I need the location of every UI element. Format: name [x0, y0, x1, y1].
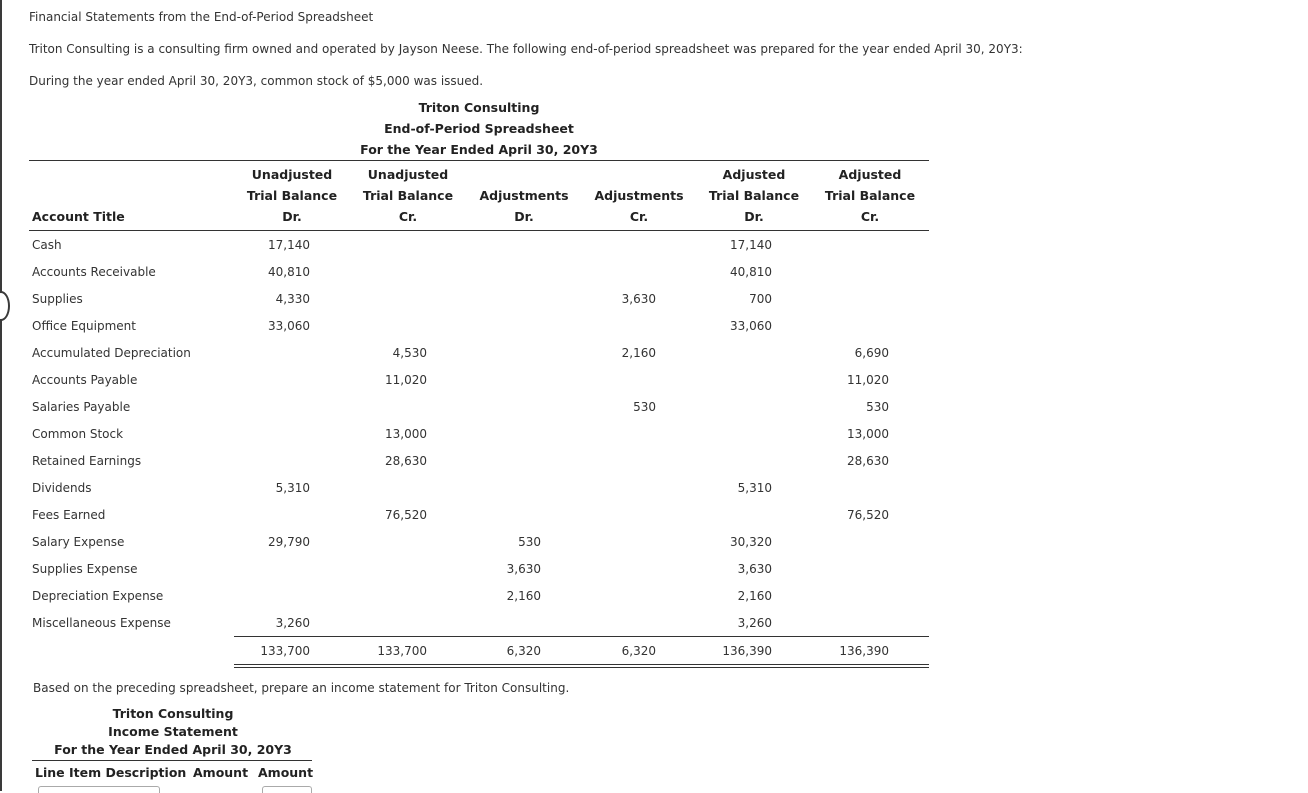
column-header-line: Trial Balance — [362, 188, 454, 203]
column-header-5 — [704, 164, 804, 227]
column-header-line: Trial Balance — [708, 188, 800, 203]
cell-adj-dr: 530 — [518, 535, 541, 549]
cell-ub-cr: 28,630 — [385, 454, 427, 468]
account-title: Supplies Expense — [32, 562, 138, 576]
column-header-line: Dr. — [744, 209, 764, 224]
line-item-description-field[interactable] — [38, 786, 160, 793]
amount-field[interactable] — [262, 786, 312, 793]
cell-ub-dr: 4,330 — [275, 292, 310, 306]
column-header-line: Dr. — [514, 209, 534, 224]
problem-heading: Financial Statements from the End-of-Period Spreadsheet — [29, 10, 374, 24]
header-bottom-rule — [29, 230, 929, 231]
cell-ab-cr: 11,020 — [847, 373, 889, 387]
cell-ub-cr: 11,020 — [385, 373, 427, 387]
column-header-line: Trial Balance — [824, 188, 916, 203]
column-header-line: Unadjusted — [367, 167, 449, 182]
total-ab-cr: 136,390 — [839, 644, 889, 658]
cell-ab-dr: 17,140 — [730, 238, 772, 252]
cell-ab-cr: 13,000 — [847, 427, 889, 441]
cell-ub-dr: 3,260 — [275, 616, 310, 630]
cell-ub-dr: 33,060 — [268, 319, 310, 333]
column-header-line: Adjustments — [594, 188, 684, 203]
income-statement-title-rule — [32, 760, 312, 761]
problem-note: During the year ended April 30, 20Y3, common stock of $5,000 was issued. — [29, 74, 484, 88]
account-title: Cash — [32, 238, 62, 252]
cell-adj-cr: 2,160 — [621, 346, 656, 360]
column-header-line: Unadjusted — [251, 167, 333, 182]
column-header-line — [589, 164, 689, 185]
column-header-line: Cr. — [860, 209, 880, 224]
spreadsheet-company: Triton Consulting — [418, 100, 540, 115]
spreadsheet-name: End-of-Period Spreadsheet — [384, 121, 574, 136]
cell-ab-dr: 5,310 — [737, 481, 772, 495]
left-border — [0, 0, 2, 791]
column-header-4 — [589, 164, 689, 227]
cell-adj-cr: 3,630 — [621, 292, 656, 306]
total-ub-cr: 133,700 — [377, 644, 427, 658]
column-header-line — [474, 164, 574, 185]
problem-intro: Triton Consulting is a consulting firm owned and operated by Jayson Neese. The following end-of-period spreadsheet was prepared for the year ended April 30, 20Y3: — [29, 42, 1023, 56]
column-header-line: Dr. — [282, 209, 302, 224]
column-header-6 — [820, 164, 920, 227]
cell-ab-cr: 530 — [866, 400, 889, 414]
cell-ab-dr: 33,060 — [730, 319, 772, 333]
column-header-line: Cr. — [398, 209, 418, 224]
cell-ab-cr: 28,630 — [847, 454, 889, 468]
cell-adj-cr: 530 — [633, 400, 656, 414]
account-title: Dividends — [32, 481, 92, 495]
cell-ub-cr: 4,530 — [392, 346, 427, 360]
panel-handle[interactable] — [0, 291, 10, 321]
cell-ub-dr: 17,140 — [268, 238, 310, 252]
account-title: Common Stock — [32, 427, 124, 441]
cell-ab-dr: 3,260 — [737, 616, 772, 630]
col-amount-2: Amount — [258, 765, 314, 780]
cell-ab-cr: 6,690 — [854, 346, 889, 360]
income-statement-name: Income Statement — [108, 724, 238, 739]
cell-ab-dr: 30,320 — [730, 535, 772, 549]
column-header-0 — [32, 164, 222, 227]
column-header-line: Adjustments — [479, 188, 569, 203]
col-line-item-description: Line Item Description — [35, 765, 187, 780]
account-title: Supplies — [32, 292, 83, 306]
account-title: Salary Expense — [32, 535, 125, 549]
account-title: Office Equipment — [32, 319, 136, 333]
cell-adj-dr: 3,630 — [506, 562, 541, 576]
column-header-line: Account Title — [32, 209, 125, 224]
account-title: Accounts Payable — [32, 373, 138, 387]
cell-ub-dr: 40,810 — [268, 265, 310, 279]
cell-adj-dr: 2,160 — [506, 589, 541, 603]
cell-ab-dr: 2,160 — [737, 589, 772, 603]
cell-ub-cr: 76,520 — [385, 508, 427, 522]
col-amount-1: Amount — [193, 765, 249, 780]
column-header-line — [32, 164, 222, 185]
account-title: Retained Earnings — [32, 454, 142, 468]
total-ub-dr: 133,700 — [260, 644, 310, 658]
column-header-line: Trial Balance — [246, 188, 338, 203]
total-adj-dr: 6,320 — [506, 644, 541, 658]
spreadsheet-period: For the Year Ended April 30, 20Y3 — [360, 142, 598, 157]
instruction-text: Based on the preceding spreadsheet, prepare an income statement for Triton Consulting. — [33, 681, 570, 695]
cell-ab-dr: 700 — [749, 292, 772, 306]
column-header-line — [32, 185, 222, 206]
cell-ab-cr: 76,520 — [847, 508, 889, 522]
column-header-line: Cr. — [629, 209, 649, 224]
income-statement-period: For the Year Ended April 30, 20Y3 — [54, 742, 292, 757]
account-title: Salaries Payable — [32, 400, 131, 414]
totals-top-rule — [234, 636, 929, 637]
column-header-line: Adjusted — [722, 167, 786, 182]
column-header-1 — [242, 164, 342, 227]
cell-ab-dr: 3,630 — [737, 562, 772, 576]
cell-ub-cr: 13,000 — [385, 427, 427, 441]
total-adj-cr: 6,320 — [621, 644, 656, 658]
total-ab-dr: 136,390 — [722, 644, 772, 658]
account-title: Accounts Receivable — [32, 265, 156, 279]
income-statement-company: Triton Consulting — [112, 706, 234, 721]
account-title: Accumulated Depreciation — [32, 346, 191, 360]
cell-ub-dr: 29,790 — [268, 535, 310, 549]
totals-double-rule-2 — [234, 667, 929, 668]
account-title: Depreciation Expense — [32, 589, 164, 603]
column-header-2 — [358, 164, 458, 227]
account-title: Fees Earned — [32, 508, 106, 522]
cell-ab-dr: 40,810 — [730, 265, 772, 279]
cell-ub-dr: 5,310 — [275, 481, 310, 495]
column-header-3 — [474, 164, 574, 227]
column-header-line: Adjusted — [838, 167, 902, 182]
header-top-rule — [29, 160, 929, 161]
account-title: Miscellaneous Expense — [32, 616, 171, 630]
totals-double-rule-1 — [234, 664, 929, 665]
